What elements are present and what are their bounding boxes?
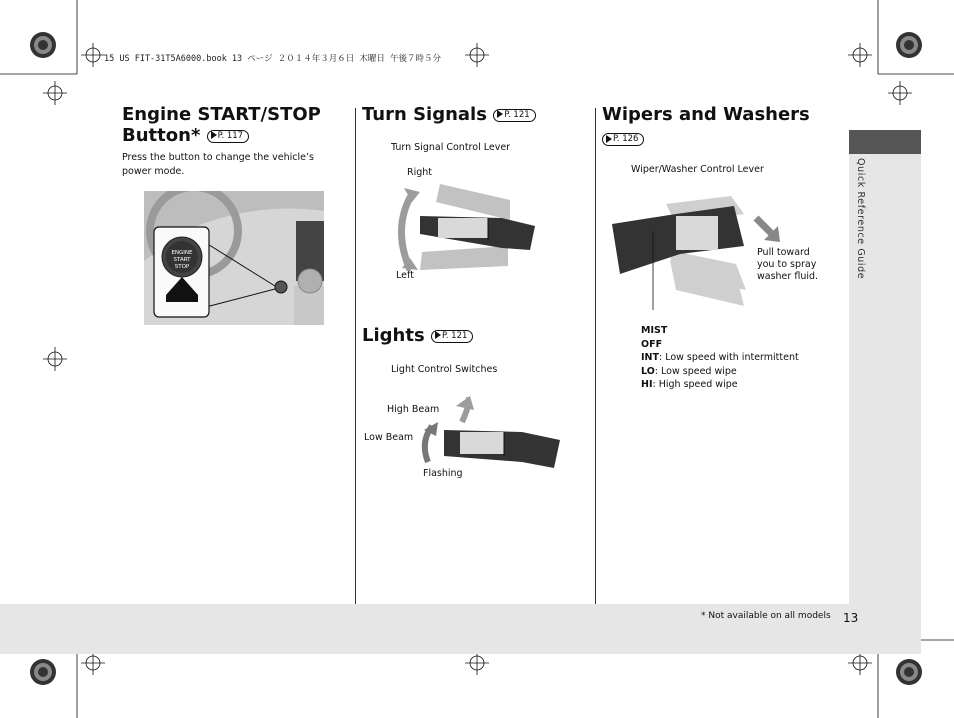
light-control-caption: Light Control Switches: [391, 364, 498, 375]
side-tab[interactable]: [849, 130, 921, 154]
turn-signal-caption: Turn Signal Control Lever: [391, 142, 511, 153]
arrow-right-icon: [435, 331, 441, 339]
engine-section: [122, 104, 352, 179]
page-ref-link[interactable]: P. 117: [207, 130, 249, 143]
wiper-lever-illustration: [606, 194, 788, 310]
footnote: * Not available on all models: [701, 611, 831, 621]
column-divider: [595, 108, 596, 604]
arrow-right-icon: [606, 135, 612, 143]
turn-signals-section: [362, 104, 592, 125]
engine-button-label: ENGINE START STOP: [171, 250, 193, 270]
page-number: 13: [843, 611, 859, 625]
turn-signals-title: Turn Signals P. 121: [362, 104, 592, 125]
page-ref-link[interactable]: P. 126: [602, 133, 644, 146]
legend-int: INT: Low speed with intermittent: [641, 352, 799, 363]
label-right: Right: [407, 167, 433, 178]
print-header-line: 15 US FIT-31T5A6000.book 13 ページ ２０１４年３月６日 木曜日 午後７時５分: [104, 54, 441, 64]
legend-lo: LO: Low speed wipe: [641, 365, 737, 377]
page-ref-link[interactable]: P. 121: [493, 109, 535, 122]
label-left: Left: [396, 270, 414, 281]
pull-toward-note: Pull toward you to spray washer fluid.: [757, 247, 819, 282]
wipers-title: Wipers and Washers: [602, 104, 810, 125]
column-divider: [355, 108, 356, 604]
arrow-right-icon: [211, 131, 217, 139]
wipers-section: [602, 104, 842, 148]
wiper-legend: [641, 324, 799, 392]
arrow-right-icon: [497, 110, 503, 118]
light-switch-illustration: [418, 396, 564, 476]
lights-title: Lights P. 121: [362, 325, 592, 346]
side-tab-label: Quick Reference Guide: [855, 158, 866, 280]
legend-mist: MIST: [641, 325, 668, 336]
label-low-beam: Low Beam: [364, 432, 414, 443]
legend-hi: HI: High speed wipe: [641, 379, 738, 390]
legend-off: OFF: [641, 338, 663, 350]
label-flashing: Flashing: [423, 468, 463, 479]
wiper-caption: Wiper/Washer Control Lever: [631, 164, 764, 175]
engine-title: Engine START/STOP Button* P. 117: [122, 104, 321, 146]
page-ref-link[interactable]: P. 121: [431, 330, 473, 343]
label-high-beam: High Beam: [387, 404, 440, 415]
turn-signal-illustration: [390, 178, 550, 278]
engine-description: Press the button to change the vehicle’s power mode.: [122, 152, 314, 177]
lights-section: [362, 325, 592, 346]
